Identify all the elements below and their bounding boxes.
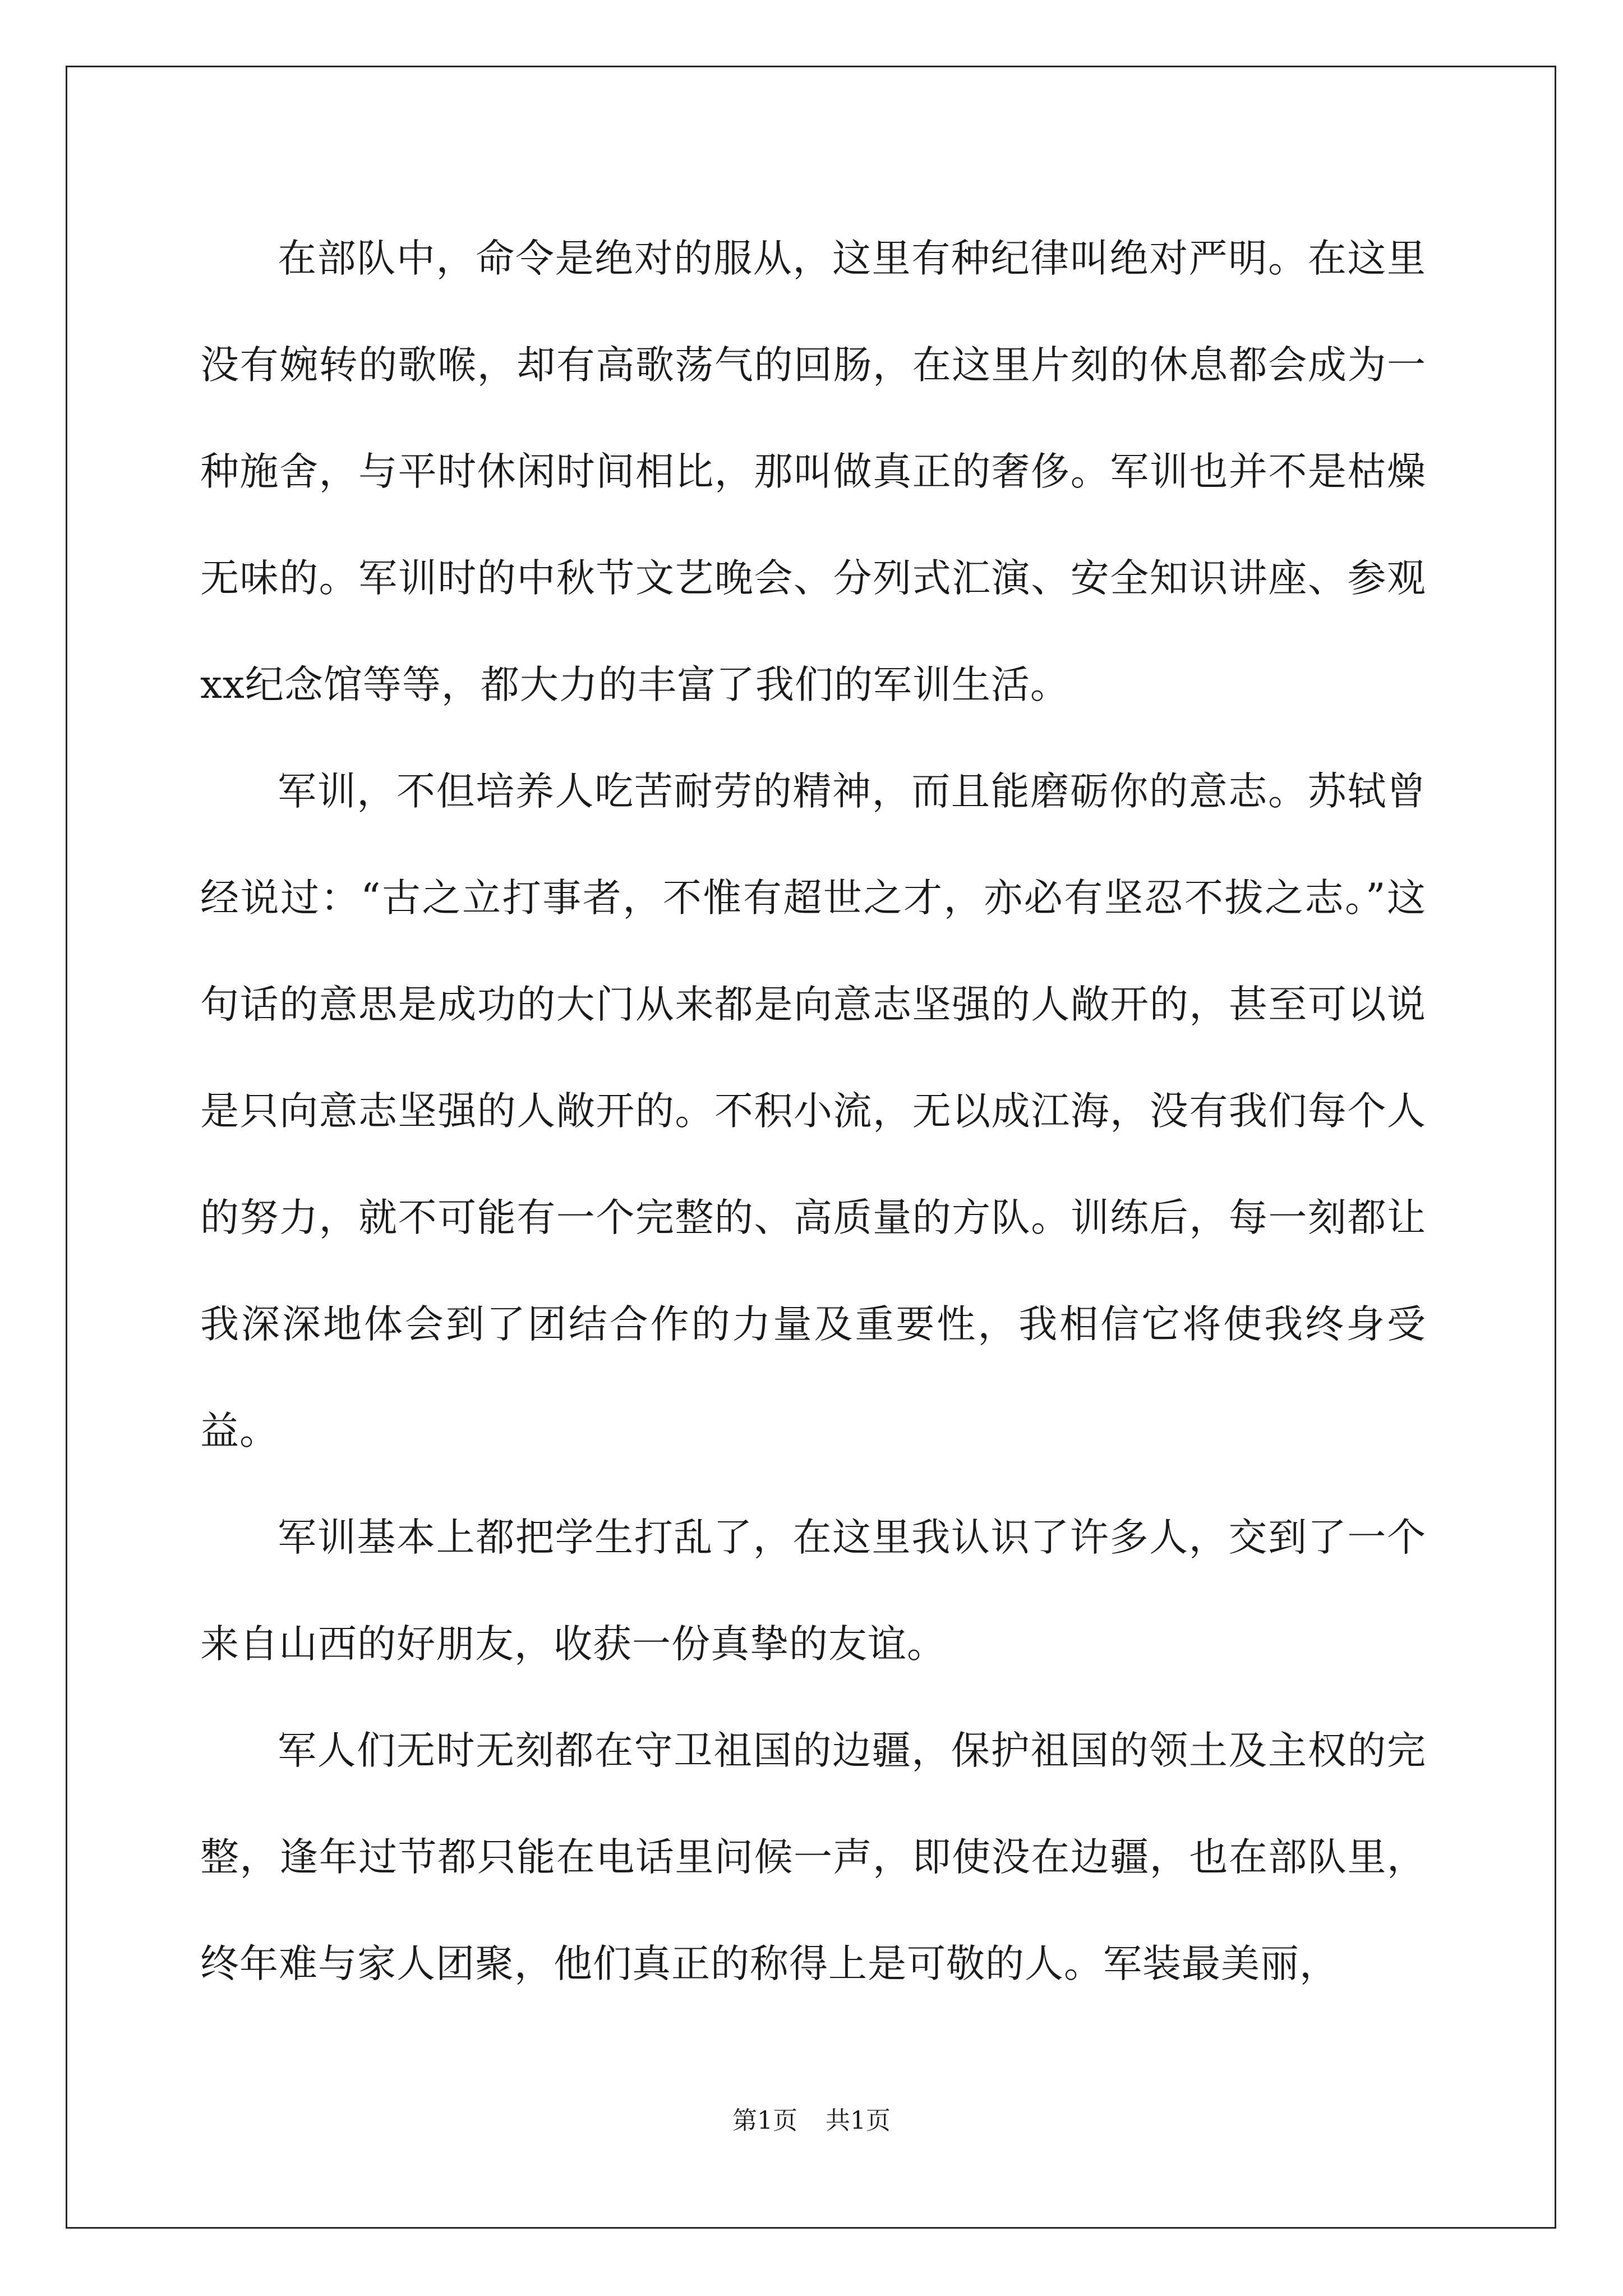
paragraph-4: 军人们无时无刻都在守卫祖国的边疆，保护祖国的领土及主权的完整，逢年过节都只能在电话里问候一声，即使没在边疆，也在部队里，终年难与家人团聚，他们真正的称得上是可敬的人。军装最美丽， [200,1728,1426,1986]
paragraph-3: 军训基本上都把学生打乱了，在这里我认识了许多人，交到了一个来自山西的好朋友，收获一份真挚的友谊。 [200,1515,1426,1667]
page-number-current: 第1页 [732,2106,797,2135]
paragraph-2: 军训，不但培养人吃苦耐劳的精神，而且能磨砺你的意志。苏轼曾经说过：“古之立打事者，不惟有超世之才，亦必有坚忍不拔之志。”这句话的意思是成功的大门从来都是向意志坚强的人敞开的，甚至可以说是只向意志坚强的人敞开的。不积小流，无以成江海，没有我们每个人的努力，就不可能有一个完整的、高质量的方队。训练后，每一刻都让我深深地体会到了团结合作的力量及重要性，我相信它将使我终身受益。 [200,769,1426,1453]
page-number-total: 共1页 [826,2106,891,2135]
paragraph-1: 在部队中，命令是绝对的服从，这里有种纪律叫绝对严明。在这里没有婉转的歌喉，却有高歌荡气的回肠，在这里片刻的休息都会成为一种施舍，与平时休闲时间相比，那叫做真正的奢侈。军训也并不是枯燥无味的。军训时的中秋节文艺晚会、分列式汇演、安全知识讲座、参观xx纪念馆等等，都大力的丰富了我们的军训生活。 [200,236,1426,707]
document-body [200,205,1426,2017]
page-footer [0,2104,1623,2138]
